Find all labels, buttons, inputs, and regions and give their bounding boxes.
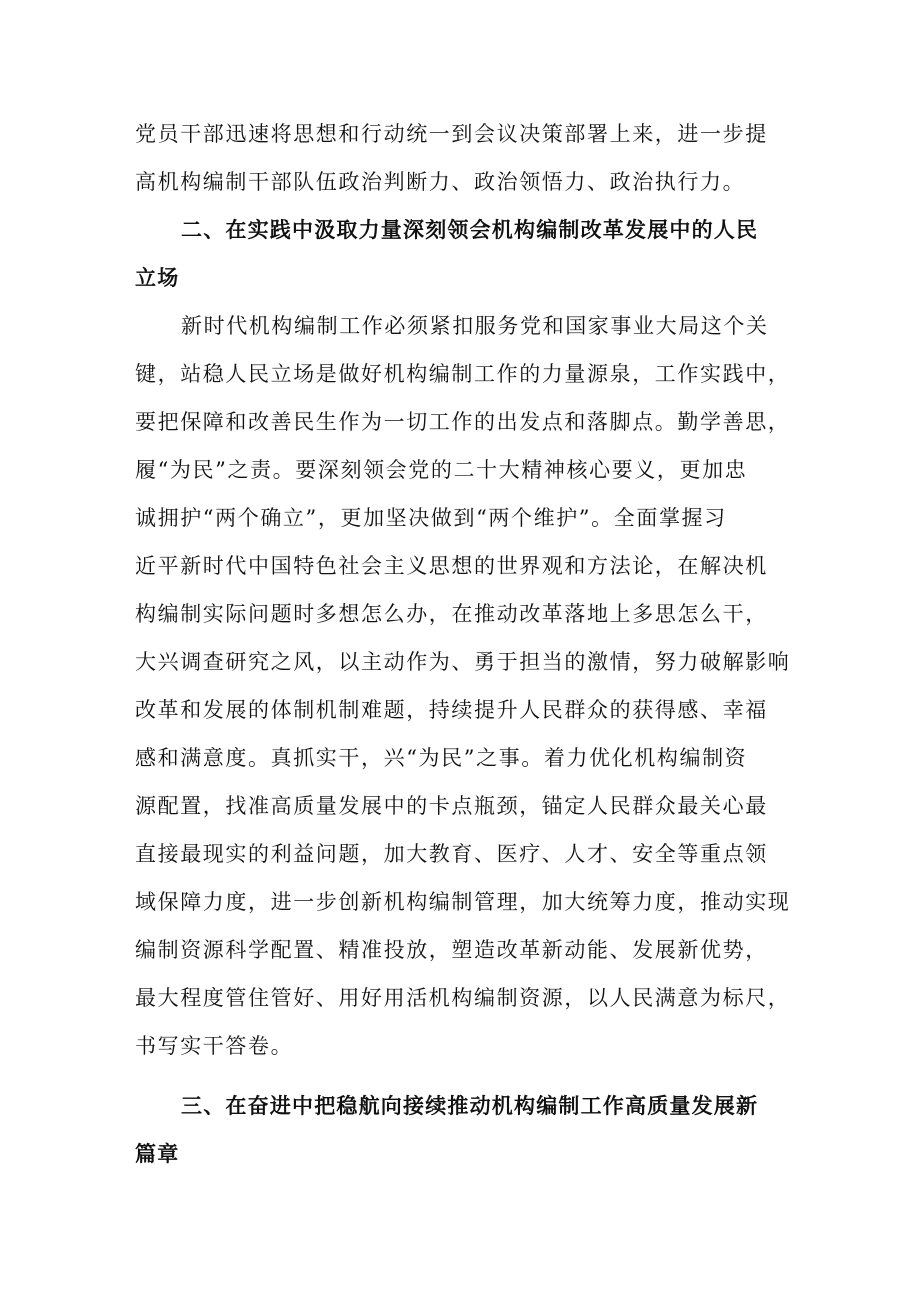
paragraph-line: 编制资源科学配置、精准投放，塑造改革新动能、发展新优势， — [135, 938, 768, 962]
paragraph-line: 最大程度管住管好、用好用活机构编制资源，以人民满意为标尺， — [135, 986, 791, 1010]
paragraph-line: 直接最现实的利益问题，加大教育、医疗、人才、安全等重点领 — [135, 842, 768, 866]
paragraph-line: 党员干部迅速将思想和行动统一到会议决策部署上来，进一步提 — [135, 122, 768, 146]
paragraph-line: 诚拥护“两个确立”，更加坚决做到“两个维护”。全面掌握习 — [135, 506, 727, 530]
paragraph-line: 大兴调查研究之风，以主动作为、勇于担当的激情，努力破解影响 — [135, 650, 791, 674]
paragraph-line: 键，站稳人民立场是做好机构编制工作的力量源泉，工作实践中， — [135, 362, 791, 386]
paragraph-line: 书写实干答卷。 — [135, 1034, 294, 1058]
section-heading: 篇章 — [135, 1142, 180, 1166]
paragraph-line: 域保障力度，进一步创新机构编制管理，加大统筹力度，推动实现 — [135, 890, 791, 914]
paragraph-line: 改革和发展的体制机制难题，持续提升人民群众的获得感、幸福 — [135, 698, 768, 722]
paragraph-line: 感和满意度。真抓实干，兴“为民”之事。着力优化机构编制资 — [135, 746, 748, 770]
paragraph-line: 构编制实际问题时多想怎么办，在推动改革落地上多思怎么干， — [135, 602, 768, 626]
paragraph-line: 要把保障和改善民生作为一切工作的出发点和落脚点。勤学善思， — [135, 410, 791, 434]
section-heading: 三、在奋进中把稳航向接续推动机构编制工作高质量发展新 — [181, 1094, 759, 1118]
paragraph-line: 近平新时代中国特色社会主义思想的世界观和方法论，在解决机 — [135, 554, 768, 578]
paragraph-line: 履“为民”之责。要深刻领会党的二十大精神核心要义，更加忠 — [135, 458, 748, 482]
section-heading: 二、在实践中汲取力量深刻领会机构编制改革发展中的人民 — [181, 218, 759, 242]
section-heading: 立场 — [135, 266, 180, 290]
document-page — [135, 110, 795, 1178]
paragraph-line: 源配置，找准高质量发展中的卡点瓶颈，锚定人民群众最关心最 — [135, 794, 768, 818]
paragraph-line: 新时代机构编制工作必须紧扣服务党和国家事业大局这个关 — [181, 314, 769, 338]
paragraph-line: 高机构编制干部队伍政治判断力、政治领悟力、政治执行力。 — [135, 170, 746, 194]
paragraph-gap — [135, 1070, 795, 1082]
